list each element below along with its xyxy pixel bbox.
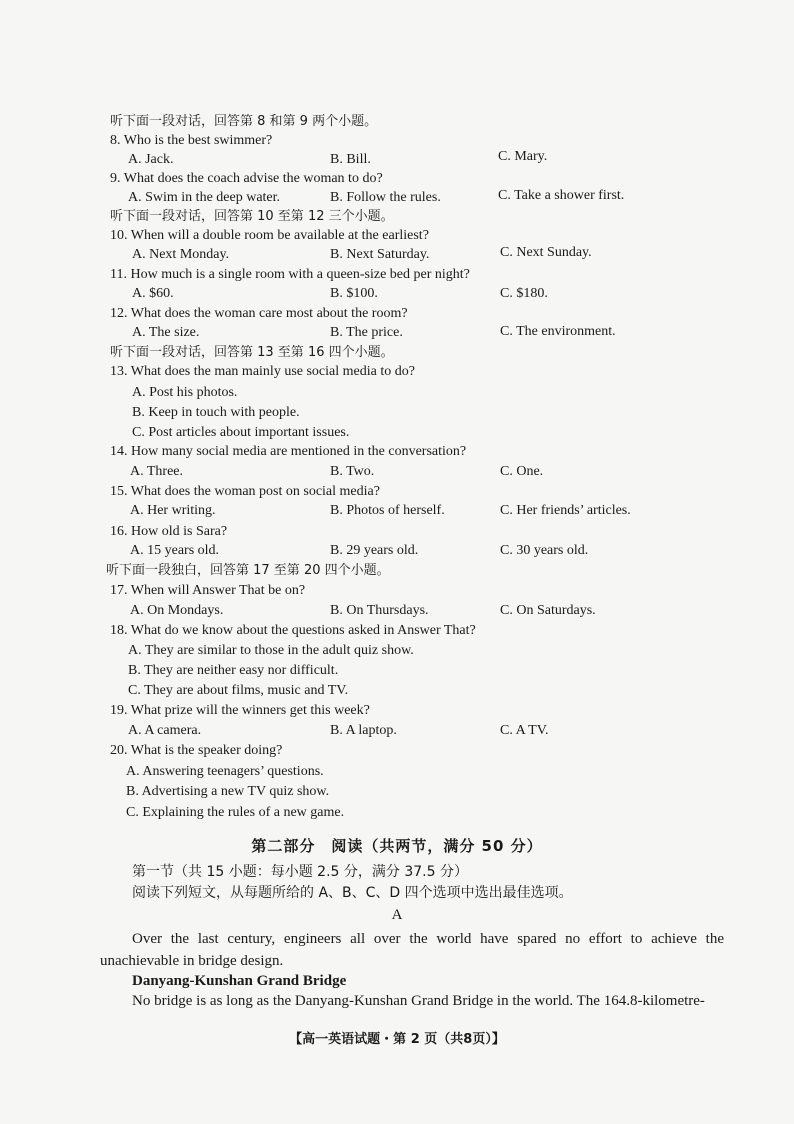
question-stem: 16. How old is Sara? [110,524,228,539]
reading-instruction: 阅读下列短文，从每题所给的 A、B、C、D 四个选项中选出最佳选项。 [132,885,573,901]
subsection-title: 第一节（共 15 小题：每小题 2.5 分，满分 37.5 分） [132,864,468,880]
option-a: A. A camera. [128,723,202,738]
page-footer: 【高一英语试题・第 2 页（共8页）】 [289,1032,505,1047]
option-b: B. The price. [330,325,403,340]
option-b: B. Follow the rules. [330,190,441,205]
option-b: B. 29 years old. [330,543,419,558]
option-a: A. Jack. [128,152,174,167]
passage-heading: Danyang-Kunshan Grand Bridge [132,973,347,989]
option-b: B. Advertising a new TV quiz show. [126,784,330,799]
option-a: A. Swim in the deep water. [128,190,281,205]
option-c: C. They are about films, music and TV. [128,683,349,698]
section-instruction: 听下面一段独白，回答第 17 至第 20 四个小题。 [106,563,390,578]
option-a: A. Her writing. [130,503,216,518]
question-stem: 18. What do we know about the questions asked in Answer That? [110,623,476,638]
option-b: B. Keep in touch with people. [132,405,300,420]
option-c: C. $180. [500,286,548,301]
question-stem: 14. How many social media are mentioned in the conversation? [110,444,467,459]
option-b: B. Photos of herself. [330,503,445,518]
option-a: A. On Mondays. [130,603,224,618]
option-c: C. Her friends’ articles. [500,503,631,518]
option-b: B. Bill. [330,152,371,167]
question-stem: 15. What does the woman post on social media? [110,484,380,499]
option-c: C. Explaining the rules of a new game. [126,805,345,820]
question-stem: 13. What does the man mainly use social media to do? [110,364,415,379]
option-c: C. Post articles about important issues. [132,425,350,440]
option-a: A. The size. [132,325,200,340]
question-stem: 17. When will Answer That be on? [110,583,306,598]
option-c: C. Next Sunday. [500,245,592,260]
question-stem: 20. What is the speaker doing? [110,743,283,758]
passage-body: No bridge is as long as the Danyang-Kunshan Grand Bridge in the world. The 164.8-kilometre- [132,993,705,1009]
passage-intro: Over the last century, engineers all over the world have spared no effort to achieve the unachievable in bridge design. [100,931,724,969]
question-stem: 11. How much is a single room with a queen-size bed per night? [110,267,470,282]
option-c: C. Mary. [498,149,548,164]
option-a: A. They are similar to those in the adult quiz show. [128,643,414,658]
part-title: 第二部分 阅读（共两节，满分 50 分） [251,837,543,855]
option-c: C. Take a shower first. [498,188,625,203]
question-stem: 10. When will a double room be available at the earliest? [110,228,429,243]
passage-letter: A [391,907,403,923]
option-b: B. On Thursdays. [330,603,429,618]
option-c: C. The environment. [500,324,616,339]
option-b: B. Two. [330,464,375,479]
option-a: A. Post his photos. [132,385,238,400]
option-c: C. A TV. [500,723,549,738]
section-instruction: 听下面一段对话，回答第 8 和第 9 两个小题。 [110,114,378,129]
option-b: B. $100. [330,286,378,301]
section-instruction: 听下面一段对话，回答第 13 至第 16 四个小题。 [110,345,394,360]
option-c: C. One. [500,464,544,479]
question-stem: 9. What does the coach advise the woman to do? [110,171,383,186]
option-a: A. $60. [132,286,174,301]
option-a: A. Answering teenagers’ questions. [126,764,324,779]
option-c: C. On Saturdays. [500,603,596,618]
question-stem: 19. What prize will the winners get this week? [110,703,370,718]
question-stem: 8. Who is the best swimmer? [110,133,273,148]
option-a: A. Three. [130,464,183,479]
option-a: A. 15 years old. [130,543,220,558]
option-b: B. A laptop. [330,723,397,738]
question-stem: 12. What does the woman care most about the room? [110,306,408,321]
option-b: B. They are neither easy nor difficult. [128,663,339,678]
option-c: C. 30 years old. [500,543,589,558]
option-a: A. Next Monday. [132,247,230,262]
option-b: B. Next Saturday. [330,247,430,262]
section-instruction: 听下面一段对话，回答第 10 至第 12 三个小题。 [110,209,394,224]
